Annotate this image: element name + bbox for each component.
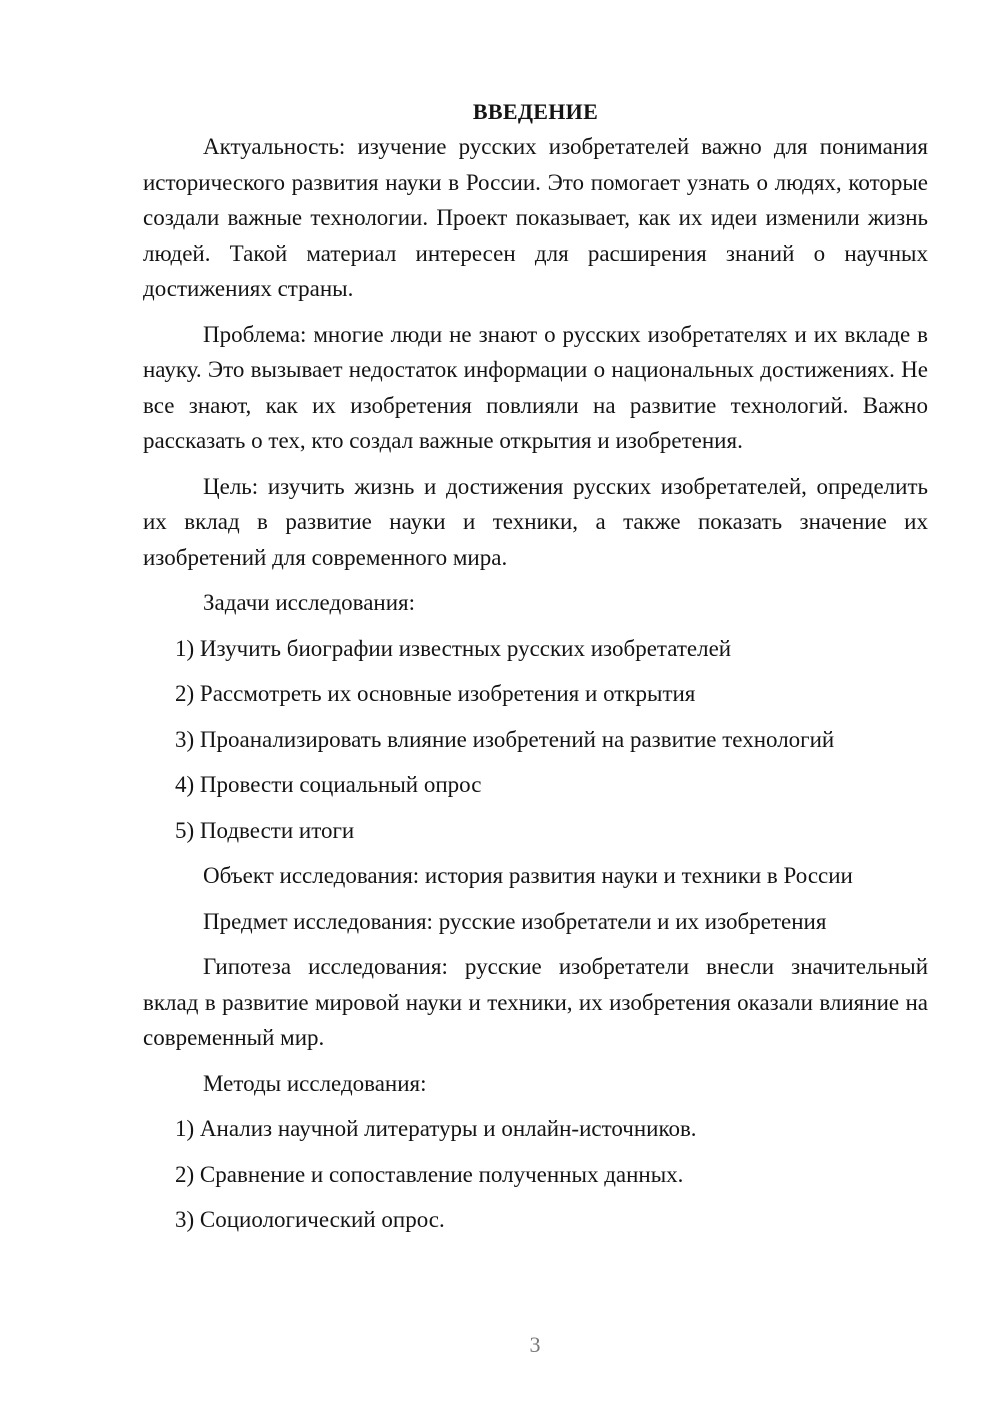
tasks-heading: Задачи исследования: (203, 590, 416, 615)
goal-paragraph: Цель: изучить жизнь и достижения русских изобретателей, определить их вклад в развитие науки и техники, а также показать значение их изобретений для современного мира. (143, 473, 928, 570)
tasks-list-item: 3) Проанализировать влияние изобретений на развитие технологий (175, 726, 835, 752)
methods-list-item: 1) Анализ научной литературы и онлайн-источников. (175, 1116, 697, 1141)
relevance-paragraph: Актуальность: изучение русских изобретателей важно для понимания исторического развития науки в России. Это помогает узнать о людях, которые создали важные технологии. Проект показывает, как их идеи изменили жизнь людей. Такой материал интересен для расширения знаний о научных достижениях страны. (143, 134, 928, 301)
research-object: Объект исследования: история развития науки и техники в России (203, 863, 853, 888)
tasks-list-item: 1) Изучить биографии известных русских изобретателей (175, 635, 732, 661)
research-subject: Предмет исследования: русские изобретатели и их изобретения (203, 908, 827, 934)
page-content (143, 94, 928, 1248)
methods-heading: Методы исследования: (203, 1070, 427, 1096)
hypothesis-paragraph: Гипотеза исследования: русские изобретатели внесли значительный вклад в развитие мировой науки и техники, их изобретения оказали влияние на современный мир. (143, 954, 928, 1050)
problem-paragraph: Проблема: многие люди не знают о русских изобретателях и их вкладе в науку. Это вызывает недостаток информации о национальных достижениях. Не все знают, как их изобретения повлияли на развитие технологий. Важно рассказать о тех, кто создал важные открытия и изобретения. (143, 321, 928, 453)
page-number: 3 (529, 1332, 541, 1357)
section-title: ВВЕДЕНИЕ (472, 99, 599, 124)
methods-list-item: 2) Сравнение и сопоставление полученных данных. (175, 1161, 684, 1187)
methods-list-item: 3) Социологический опрос. (175, 1207, 445, 1232)
tasks-list-item: 2) Рассмотреть их основные изобретения и открытия (175, 681, 696, 706)
tasks-list-item: 4) Провести социальный опрос (175, 772, 482, 797)
tasks-list-item: 5) Подвести итоги (175, 817, 355, 843)
